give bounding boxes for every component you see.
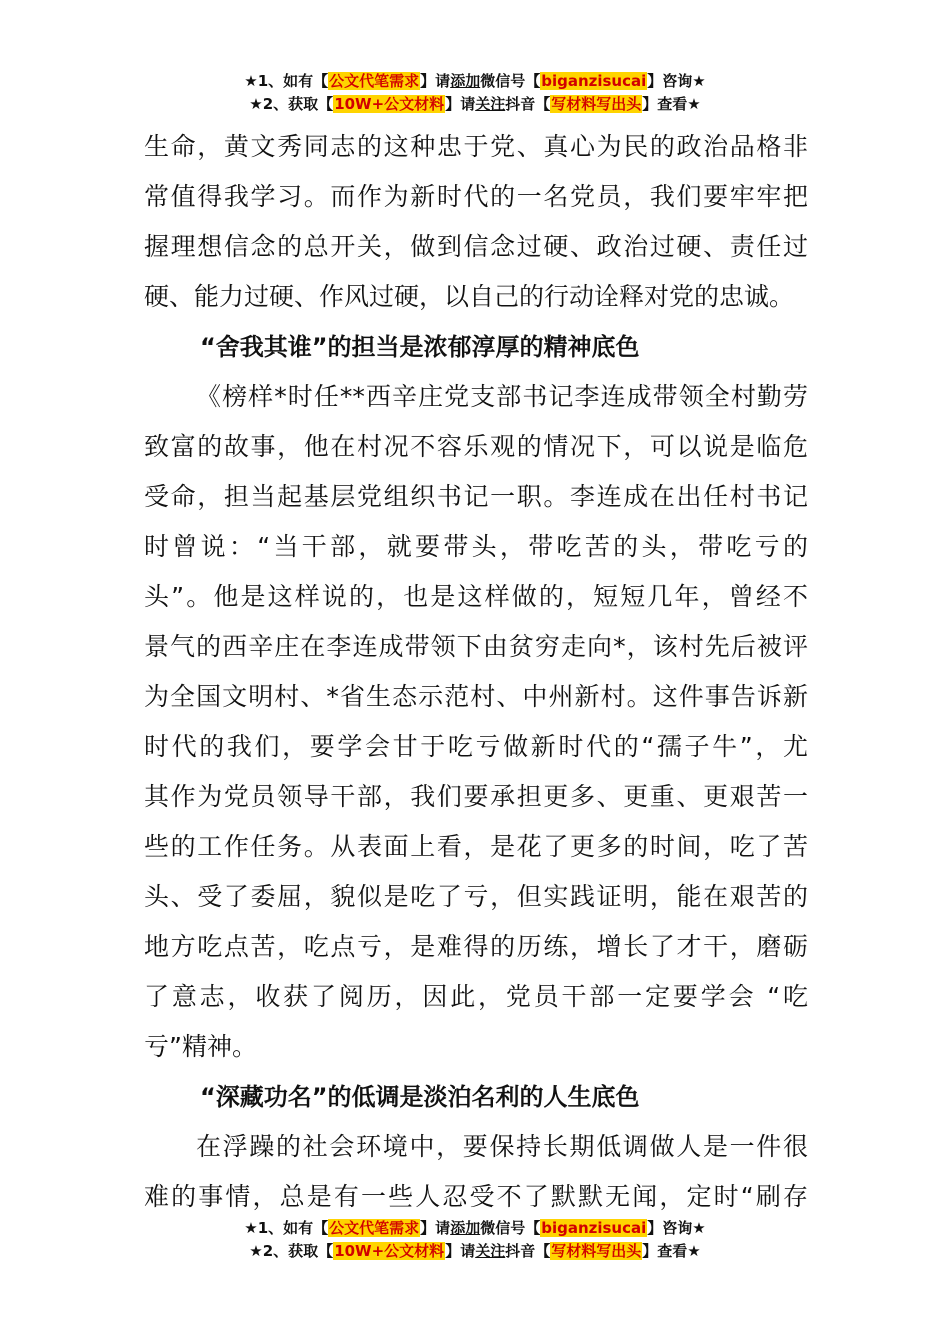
body-line: 《榜样*时任**西辛庄党支部书记李连成带领全村勤劳 [196, 382, 808, 411]
body-line: 常值得我学习。而作为新时代的一名党员，我们要牢牢把 [144, 182, 808, 211]
banner-text: 】咨询★ [647, 72, 706, 90]
banner-text: 微信号【 [480, 72, 541, 90]
top-banner [0, 70, 950, 116]
body-line: 亏”精神。 [144, 1032, 257, 1061]
body-line: 其作为党员领导干部，我们要承担更多、更重、更艰苦一 [144, 782, 808, 811]
banner-line-2 [0, 93, 950, 116]
body-line: 地方吃点苦，吃点亏，是难得的历练，增长了才干，磨砺 [144, 932, 808, 961]
banner-underlined: 关注 [475, 1242, 506, 1260]
banner-highlight: 写材料写出头 [551, 95, 642, 113]
body-line: 难的事情，总是有一些人忍受不了默默无闻，定时“刷存 [144, 1182, 808, 1211]
banner-line-1 [0, 1217, 950, 1240]
body-line: 了意志，收获了阅历，因此，党员干部一定要学会 “吃 [144, 982, 808, 1011]
banner-highlight: 10W+公文材料 [334, 1242, 445, 1260]
banner-text: 】请 [420, 72, 451, 90]
banner-text: 】请 [420, 1219, 451, 1237]
banner-highlight: 10W+公文材料 [334, 95, 445, 113]
banner-text: 】请 [445, 1242, 476, 1260]
banner-text: ★1、如有【 [244, 1219, 329, 1237]
body-line: 握理想信念的总开关，做到信念过硬、政治过硬、责任过 [144, 232, 808, 261]
body-line: 为全国文明村、*省生态示范村、中州新村。这件事告诉新 [144, 682, 808, 711]
banner-text: 】咨询★ [647, 1219, 706, 1237]
banner-highlight: 写材料写出头 [551, 1242, 642, 1260]
body-line: 受命，担当起基层党组织书记一职。李连成在出任村书记 [144, 482, 808, 511]
body-line: 致富的故事，他在村况不容乐观的情况下，可以说是临危 [144, 432, 808, 461]
banner-line-1 [0, 70, 950, 93]
body-line: 头、受了委屈，貌似是吃了亏，但实践证明，能在艰苦的 [144, 882, 808, 911]
banner-highlight: biganzisucai [541, 72, 647, 90]
body-line: 时代的我们，要学会甘于吃亏做新时代的“孺子牛”，尤 [144, 732, 808, 761]
banner-text: 微信号【 [480, 1219, 541, 1237]
body-line: 在浮躁的社会环境中，要保持长期低调做人是一件很 [196, 1132, 808, 1161]
banner-text: 抖音【 [505, 1242, 551, 1260]
banner-highlight: biganzisucai [541, 1219, 647, 1237]
body-line: 景气的西辛庄在李连成带领下由贫穷走向*，该村先后被评 [144, 632, 808, 661]
banner-highlight: 公文代笔需求 [329, 1219, 420, 1237]
section-heading: “舍我其谁”的担当是浓郁淳厚的精神底色 [200, 333, 640, 361]
banner-line-2 [0, 1240, 950, 1263]
banner-text: 】请 [445, 95, 476, 113]
banner-underlined: 关注 [475, 95, 506, 113]
banner-text: ★2、获取【 [249, 95, 334, 113]
banner-underlined: 添加 [450, 1219, 481, 1237]
body-line: 头”。他是这样说的，也是这样做的，短短几年，曾经不 [144, 582, 808, 611]
body-line: 硬、能力过硬、作风过硬，以自己的行动诠释对党的忠诚。 [144, 282, 795, 311]
banner-text: 】查看★ [642, 1242, 701, 1260]
bottom-banner [0, 1217, 950, 1263]
banner-text: 抖音【 [505, 95, 551, 113]
body-line: 些的工作任务。从表面上看，是花了更多的时间，吃了苦 [144, 832, 808, 861]
banner-text: 】查看★ [642, 95, 701, 113]
banner-underlined: 添加 [450, 72, 481, 90]
section-heading: “深藏功名”的低调是淡泊名利的人生底色 [200, 1083, 640, 1111]
banner-text: ★1、如有【 [244, 72, 329, 90]
document-body [144, 122, 808, 1222]
body-line: 时曾说：“当干部，就要带头，带吃苦的头，带吃亏的 [144, 532, 808, 561]
banner-highlight: 公文代笔需求 [329, 72, 420, 90]
body-line: 生命，黄文秀同志的这种忠于党、真心为民的政治品格非 [144, 132, 808, 161]
banner-text: ★2、获取【 [249, 1242, 334, 1260]
